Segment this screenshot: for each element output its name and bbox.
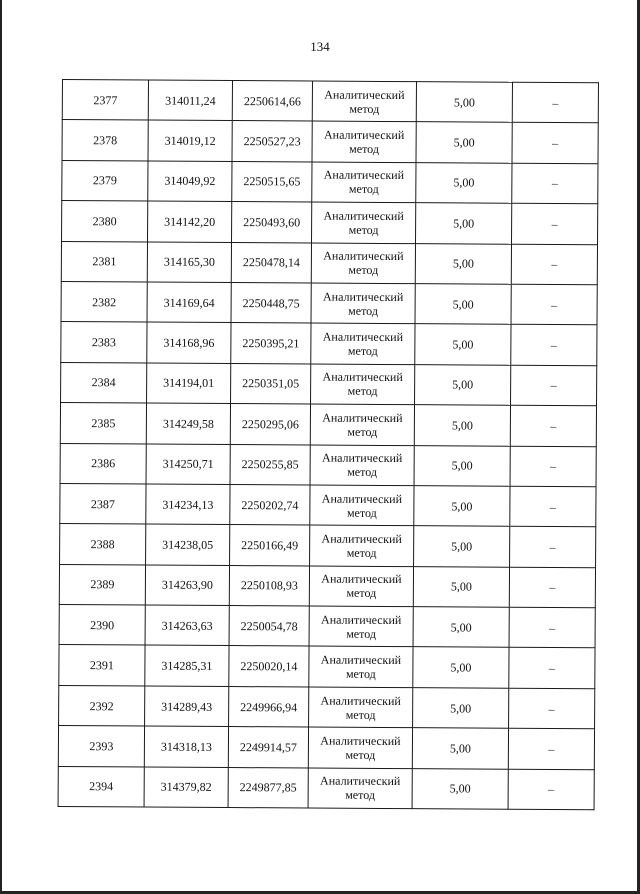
y-coordinate-cell: 2250493,60 <box>232 202 312 243</box>
accuracy-cell: 5,00 <box>414 486 510 527</box>
accuracy-cell: 5,00 <box>415 284 511 325</box>
table-row <box>61 241 597 285</box>
note-dash-cell: – <box>511 325 597 366</box>
method-cell: Аналитический метод <box>309 566 413 607</box>
method-cell: Аналитический метод <box>308 727 412 768</box>
accuracy-cell: 5,00 <box>415 324 511 365</box>
page-number: 134 <box>310 39 330 54</box>
method-cell: Аналитический метод <box>310 525 414 566</box>
point-number-cell: 2388 <box>60 524 146 565</box>
point-number-cell: 2379 <box>62 160 148 201</box>
accuracy-cell: 5,00 <box>414 405 510 446</box>
accuracy-cell: 5,00 <box>413 647 509 688</box>
y-coordinate-cell: 2250395,21 <box>231 323 311 364</box>
point-number-cell: 2392 <box>59 685 145 726</box>
table-row <box>60 403 596 447</box>
point-number-cell: 2387 <box>60 483 146 524</box>
x-coordinate-cell: 314285,31 <box>145 645 229 686</box>
coordinates-table-body <box>58 80 598 810</box>
x-coordinate-cell: 314263,90 <box>145 565 229 606</box>
y-coordinate-cell: 2250255,85 <box>230 444 310 485</box>
y-coordinate-cell: 2249877,85 <box>228 767 308 808</box>
y-coordinate-cell: 2250515,65 <box>232 161 312 202</box>
note-dash-cell: – <box>509 688 595 729</box>
note-dash-cell: – <box>512 82 598 123</box>
x-coordinate-cell: 314289,43 <box>145 686 229 727</box>
method-cell: Аналитический метод <box>312 162 416 203</box>
table-row <box>60 524 596 568</box>
point-number-cell: 2378 <box>62 120 148 161</box>
method-cell: Аналитический метод <box>311 323 415 364</box>
point-number-cell: 2382 <box>61 281 147 322</box>
accuracy-cell: 5,00 <box>412 768 508 809</box>
table-row <box>60 443 596 487</box>
point-number-cell: 2385 <box>60 403 146 444</box>
method-cell: Аналитический метод <box>312 121 416 162</box>
table-row <box>59 605 595 649</box>
accuracy-cell: 5,00 <box>413 566 509 607</box>
table-row <box>61 281 597 325</box>
note-dash-cell: – <box>511 244 597 285</box>
point-number-cell: 2390 <box>59 605 145 646</box>
x-coordinate-cell: 314169,64 <box>147 282 231 323</box>
note-dash-cell: – <box>511 284 597 325</box>
x-coordinate-cell: 314250,71 <box>146 444 230 485</box>
note-dash-cell: – <box>510 405 596 446</box>
table-row <box>61 322 597 366</box>
x-coordinate-cell: 314011,24 <box>148 80 232 121</box>
point-number-cell: 2391 <box>59 645 145 686</box>
x-coordinate-cell: 314194,01 <box>147 363 231 404</box>
point-number-cell: 2386 <box>60 443 146 484</box>
method-cell: Аналитический метод <box>309 606 413 647</box>
note-dash-cell: – <box>510 486 596 527</box>
x-coordinate-cell: 314234,13 <box>146 484 230 525</box>
point-number-cell: 2384 <box>61 362 147 403</box>
method-cell: Аналитический метод <box>311 283 415 324</box>
x-coordinate-cell: 314168,96 <box>147 322 231 363</box>
point-number-cell: 2393 <box>58 726 144 767</box>
note-dash-cell: – <box>512 163 598 204</box>
table-row <box>59 685 595 729</box>
coordinates-table <box>58 79 599 810</box>
x-coordinate-cell: 314142,20 <box>148 201 232 242</box>
note-dash-cell: – <box>508 769 594 810</box>
y-coordinate-cell: 2250614,66 <box>232 81 312 122</box>
note-dash-cell: – <box>510 527 596 568</box>
table-row <box>62 160 598 204</box>
point-number-cell: 2381 <box>61 241 147 282</box>
accuracy-cell: 5,00 <box>415 243 511 284</box>
note-dash-cell: – <box>508 728 594 769</box>
x-coordinate-cell: 314019,12 <box>148 120 232 161</box>
point-number-cell: 2394 <box>58 766 144 807</box>
y-coordinate-cell: 2250054,78 <box>229 606 309 647</box>
table-row <box>58 766 594 810</box>
method-cell: Аналитический метод <box>311 243 415 284</box>
accuracy-cell: 5,00 <box>415 364 511 405</box>
point-number-cell: 2389 <box>59 564 145 605</box>
method-cell: Аналитический метод <box>310 445 414 486</box>
y-coordinate-cell: 2250202,74 <box>230 484 310 525</box>
accuracy-cell: 5,00 <box>416 162 512 203</box>
table-row <box>58 726 594 770</box>
method-cell: Аналитический метод <box>312 81 416 122</box>
y-coordinate-cell: 2250478,14 <box>231 242 311 283</box>
method-cell: Аналитический метод <box>312 202 416 243</box>
table-row <box>62 120 598 164</box>
point-number-cell: 2383 <box>61 322 147 363</box>
point-number-cell: 2377 <box>62 80 148 121</box>
x-coordinate-cell: 314318,13 <box>144 726 228 767</box>
x-coordinate-cell: 314249,58 <box>146 403 230 444</box>
accuracy-cell: 5,00 <box>412 728 508 769</box>
method-cell: Аналитический метод <box>311 364 415 405</box>
method-cell: Аналитический метод <box>309 687 413 728</box>
y-coordinate-cell: 2250020,14 <box>229 646 309 687</box>
note-dash-cell: – <box>509 567 595 608</box>
method-cell: Аналитический метод <box>310 485 414 526</box>
accuracy-cell: 5,00 <box>414 526 510 567</box>
accuracy-cell: 5,00 <box>416 203 512 244</box>
x-coordinate-cell: 314379,82 <box>144 767 228 808</box>
y-coordinate-cell: 2250448,75 <box>231 282 311 323</box>
x-coordinate-cell: 314238,05 <box>146 524 230 565</box>
y-coordinate-cell: 2250166,49 <box>230 525 310 566</box>
y-coordinate-cell: 2250295,06 <box>230 404 310 445</box>
table-row <box>62 201 598 245</box>
y-coordinate-cell: 2250527,23 <box>232 121 312 162</box>
note-dash-cell: – <box>512 203 598 244</box>
point-number-cell: 2380 <box>62 201 148 242</box>
table-row <box>59 564 595 608</box>
table-row <box>59 645 595 689</box>
accuracy-cell: 5,00 <box>413 688 509 729</box>
table-row <box>61 362 597 406</box>
accuracy-cell: 5,00 <box>413 607 509 648</box>
table-row <box>62 80 598 124</box>
accuracy-cell: 5,00 <box>416 122 512 163</box>
note-dash-cell: – <box>509 607 595 648</box>
accuracy-cell: 5,00 <box>414 445 510 486</box>
note-dash-cell: – <box>511 365 597 406</box>
x-coordinate-cell: 314049,92 <box>148 161 232 202</box>
note-dash-cell: – <box>512 123 598 164</box>
note-dash-cell: – <box>509 648 595 689</box>
method-cell: Аналитический метод <box>310 404 414 445</box>
x-coordinate-cell: 314263,63 <box>145 605 229 646</box>
y-coordinate-cell: 2250108,93 <box>229 565 309 606</box>
y-coordinate-cell: 2249966,94 <box>229 686 309 727</box>
table-row <box>60 483 596 527</box>
accuracy-cell: 5,00 <box>416 82 512 123</box>
y-coordinate-cell: 2250351,05 <box>231 363 311 404</box>
method-cell: Аналитический метод <box>308 768 412 809</box>
method-cell: Аналитический метод <box>309 646 413 687</box>
x-coordinate-cell: 314165,30 <box>147 242 231 283</box>
note-dash-cell: – <box>510 446 596 487</box>
y-coordinate-cell: 2249914,57 <box>228 727 308 768</box>
